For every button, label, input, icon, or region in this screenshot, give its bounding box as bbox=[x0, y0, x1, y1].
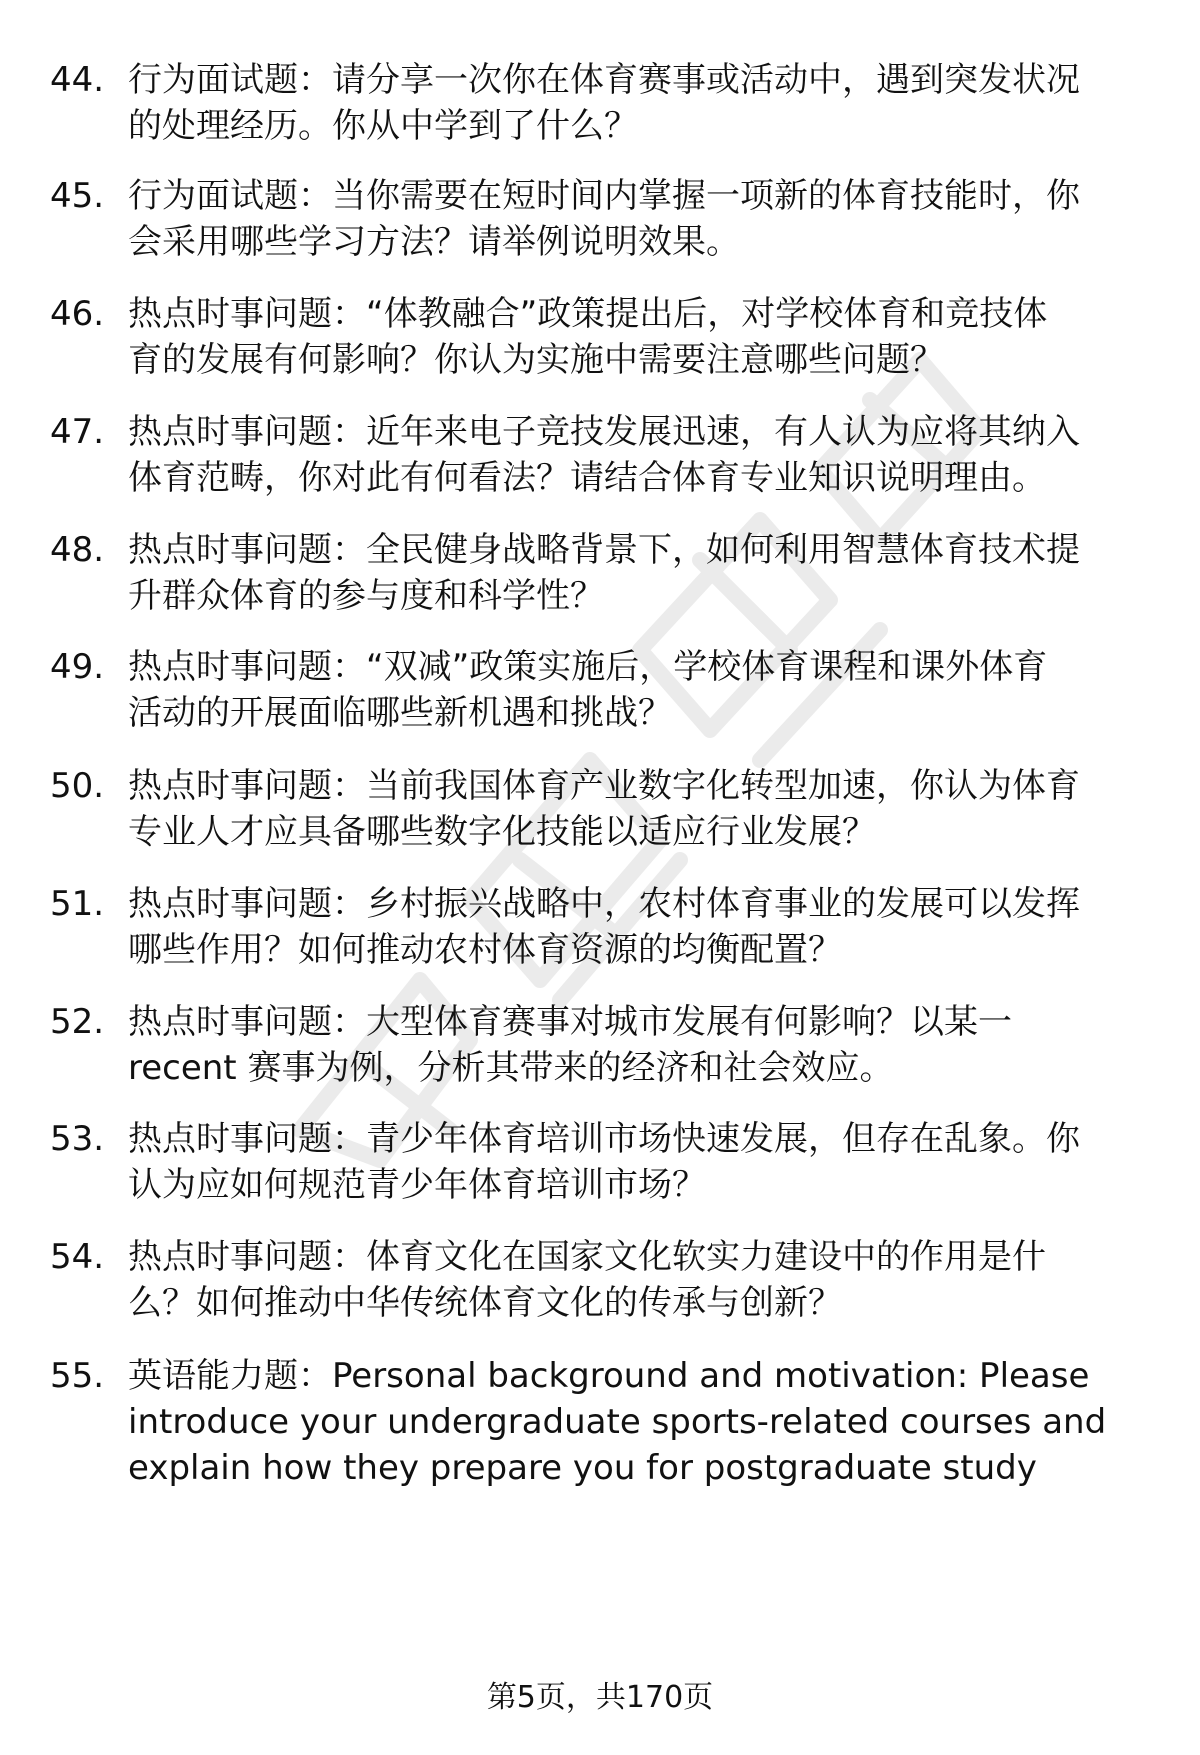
question-text-line: 热点时事问题：当前我国体育产业数字化转型加速，你认为体育 bbox=[128, 766, 1080, 806]
question-text-line: 热点时事问题：“体教融合”政策提出后，对学校体育和竞技体 bbox=[128, 294, 1048, 334]
question-text-line: 的处理经历。你从中学到了什么？ bbox=[128, 106, 638, 146]
question-item bbox=[0, 998, 1200, 1108]
question-number: 53. bbox=[50, 1119, 105, 1159]
question-text-line: 行为面试题：当你需要在短时间内掌握一项新的体育技能时，你 bbox=[128, 176, 1080, 216]
question-number: 51. bbox=[50, 884, 105, 924]
question-text-line: 专业人才应具备哪些数字化技能以适应行业发展？ bbox=[128, 812, 876, 852]
question-text-line: introduce your undergraduate sports-related courses and bbox=[128, 1402, 1107, 1442]
question-text-line: 热点时事问题：体育文化在国家文化软实力建设中的作用是什 bbox=[128, 1237, 1046, 1277]
page-footer bbox=[0, 1676, 1200, 1720]
question-text-line: 行为面试题：请分享一次你在体育赛事或活动中，遇到突发状况 bbox=[128, 60, 1080, 100]
question-text-line: 育的发展有何影响？你认为实施中需要注意哪些问题？ bbox=[128, 340, 944, 380]
question-item bbox=[0, 1233, 1200, 1343]
question-item bbox=[0, 880, 1200, 990]
question-text-line: 热点时事问题：大型体育赛事对城市发展有何影响？以某一 bbox=[128, 1002, 1012, 1042]
question-text-line: 热点时事问题：乡村振兴战略中，农村体育事业的发展可以发挥 bbox=[128, 884, 1080, 924]
question-item bbox=[0, 408, 1200, 518]
question-item bbox=[0, 762, 1200, 872]
question-text-line: 认为应如何规范青少年体育培训市场？ bbox=[128, 1165, 706, 1205]
question-number: 48. bbox=[50, 530, 105, 570]
question-number: 46. bbox=[50, 294, 105, 334]
question-text-line: 活动的开展面临哪些新机遇和挑战？ bbox=[128, 693, 672, 733]
question-text-line: 热点时事问题：近年来电子竞技发展迅速，有人认为应将其纳入 bbox=[128, 412, 1080, 452]
question-number: 50. bbox=[50, 766, 105, 806]
question-text-line: explain how they prepare you for postgraduate study bbox=[128, 1448, 1037, 1488]
question-item bbox=[0, 1352, 1200, 1512]
question-number: 44. bbox=[50, 60, 105, 100]
question-number: 55. bbox=[50, 1356, 105, 1396]
question-text-line: 热点时事问题：青少年体育培训市场快速发展，但存在乱象。你 bbox=[128, 1119, 1080, 1159]
question-text-line: recent 赛事为例，分析其带来的经济和社会效应。 bbox=[128, 1048, 894, 1088]
page-number-label: 第5页，共170页 bbox=[486, 1680, 714, 1715]
question-number: 47. bbox=[50, 412, 105, 452]
question-item bbox=[0, 643, 1200, 753]
question-item bbox=[0, 1115, 1200, 1225]
question-number: 49. bbox=[50, 647, 105, 687]
question-text-line: 哪些作用？如何推动农村体育资源的均衡配置？ bbox=[128, 930, 842, 970]
question-text-line: 英语能力题：Personal background and motivation: Please bbox=[128, 1356, 1090, 1396]
question-item bbox=[0, 290, 1200, 400]
question-number: 54. bbox=[50, 1237, 105, 1277]
question-text-line: 热点时事问题：全民健身战略背景下，如何利用智慧体育技术提 bbox=[128, 530, 1080, 570]
question-text-line: 体育范畴，你对此有何看法？请结合体育专业知识说明理由。 bbox=[128, 458, 1046, 498]
question-number: 52. bbox=[50, 1002, 105, 1042]
question-text-line: 会采用哪些学习方法？请举例说明效果。 bbox=[128, 222, 740, 262]
question-number: 45. bbox=[50, 176, 105, 216]
question-item bbox=[0, 526, 1200, 636]
question-item bbox=[0, 56, 1200, 166]
question-text-line: 热点时事问题：“双减”政策实施后，学校体育课程和课外体育 bbox=[128, 647, 1048, 687]
question-text-line: 么？如何推动中华传统体育文化的传承与创新？ bbox=[128, 1283, 842, 1323]
question-text-line: 升群众体育的参与度和科学性？ bbox=[128, 576, 604, 616]
question-item bbox=[0, 172, 1200, 282]
